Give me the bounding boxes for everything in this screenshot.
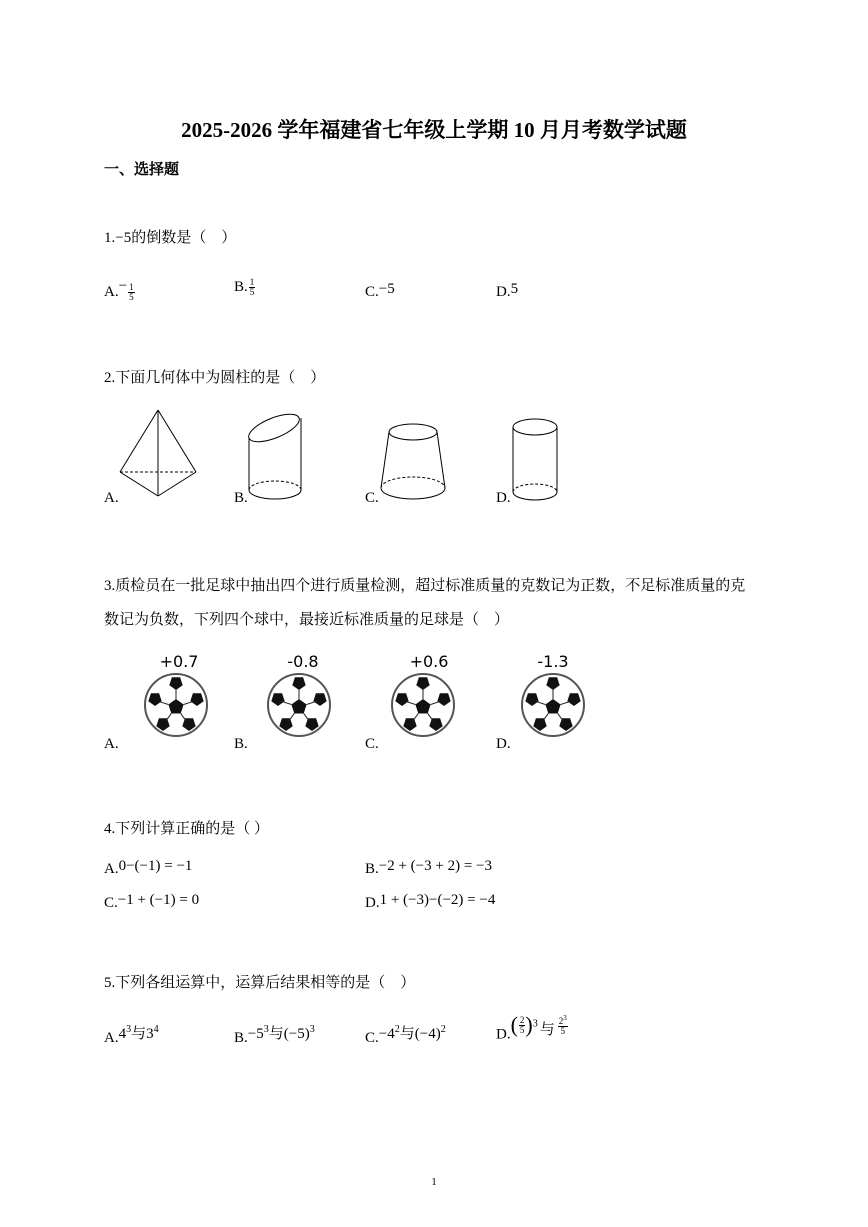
oblique-cylinder-figure bbox=[248, 410, 306, 502]
question-3-stem-line2: 数记为负数，下列四个球中，最接近标准质量的足球是（ ） bbox=[104, 612, 510, 628]
q3-option-c[interactable]: C. bbox=[365, 736, 379, 752]
section-heading: 一、选择题 bbox=[104, 162, 180, 178]
q5-option-a[interactable]: $A.4^3$与$3^4$ bbox=[104, 1024, 159, 1046]
q1-option-d[interactable]: D.5 bbox=[496, 281, 519, 300]
q3-option-d[interactable]: D. bbox=[496, 736, 511, 752]
q4-option-c[interactable]: C.−1 + (−1) = 0 bbox=[104, 892, 200, 911]
soccer-ball-icon bbox=[520, 672, 586, 738]
q1-option-b[interactable]: B. $\frac{1}{5}$ bbox=[234, 277, 255, 297]
cylinder-figure bbox=[512, 418, 560, 502]
q2-option-a[interactable]: A. bbox=[104, 490, 119, 506]
question-5-stem: 5.下列各组运算中，运算后结果相等的是（ ） bbox=[104, 975, 416, 991]
q5-d-fraction-2: $\frac{2^3}{5}$ bbox=[558, 1014, 567, 1036]
soccer-ball-icon bbox=[390, 672, 456, 738]
q3-ball-value: +0.6 bbox=[409, 652, 449, 671]
q1-expr: −5 bbox=[115, 230, 132, 246]
soccer-ball-icon bbox=[266, 672, 332, 738]
q4-option-a[interactable]: A.0−(−1) = −1 bbox=[104, 858, 193, 877]
q1-a-fraction: $\frac{1}{5}$ bbox=[129, 282, 134, 303]
question-2-stem: 2.下面几何体中为圆柱的是（ ） bbox=[104, 370, 326, 386]
frustum-figure bbox=[380, 422, 448, 504]
pyramid-figure bbox=[118, 408, 200, 500]
q3-ball-value: -1.3 bbox=[537, 652, 569, 671]
page-title: 2025-2026 学年福建省七年级上学期 10 月月考数学试题 bbox=[181, 118, 687, 142]
q4-option-b[interactable]: B.−2 + (−3 + 2) = −3 bbox=[365, 858, 493, 877]
q1-option-a[interactable]: A.− $\frac{1}{5}$ bbox=[104, 278, 134, 303]
page-number: 1 bbox=[431, 1176, 437, 1188]
question-1-stem: 1.−5的倒数是（ ） bbox=[104, 230, 237, 246]
q1-b-fraction: $\frac{1}{5}$ bbox=[249, 277, 255, 297]
q2-option-b[interactable]: B. bbox=[234, 490, 248, 506]
q5-option-c[interactable]: $C.-4^2$与$(-4)^2$ bbox=[365, 1024, 446, 1046]
q3-ball-value: -0.8 bbox=[287, 652, 319, 671]
q5-d-fraction: $\frac{2}{5}$ bbox=[519, 1014, 525, 1035]
q2-option-d[interactable]: D. bbox=[496, 490, 511, 506]
q5-option-b[interactable]: $B.-5^3$与$(-5)^3$ bbox=[234, 1024, 315, 1046]
q1-option-c[interactable]: C.−5 bbox=[365, 281, 395, 300]
q3-option-b[interactable]: B. bbox=[234, 736, 248, 752]
soccer-ball-icon bbox=[143, 672, 209, 738]
q3-ball-value: +0.7 bbox=[159, 652, 199, 671]
q4-option-d[interactable]: D.1 + (−3)−(−2) = −4 bbox=[365, 892, 496, 911]
q3-option-a[interactable]: A. bbox=[104, 736, 119, 752]
question-4-stem: 4.下列计算正确的是（ ） bbox=[104, 821, 270, 837]
q2-option-c[interactable]: C. bbox=[365, 490, 379, 506]
q5-option-d[interactable]: D.( $\frac{2}{5}$ )$^3$ 与 $\frac{2^3}{5}$ bbox=[496, 1012, 567, 1043]
question-3-stem-line1: 3.质检员在一批足球中抽出四个进行质量检测，超过标准质量的克数记为正数，不足标准质量的克 bbox=[104, 578, 746, 594]
